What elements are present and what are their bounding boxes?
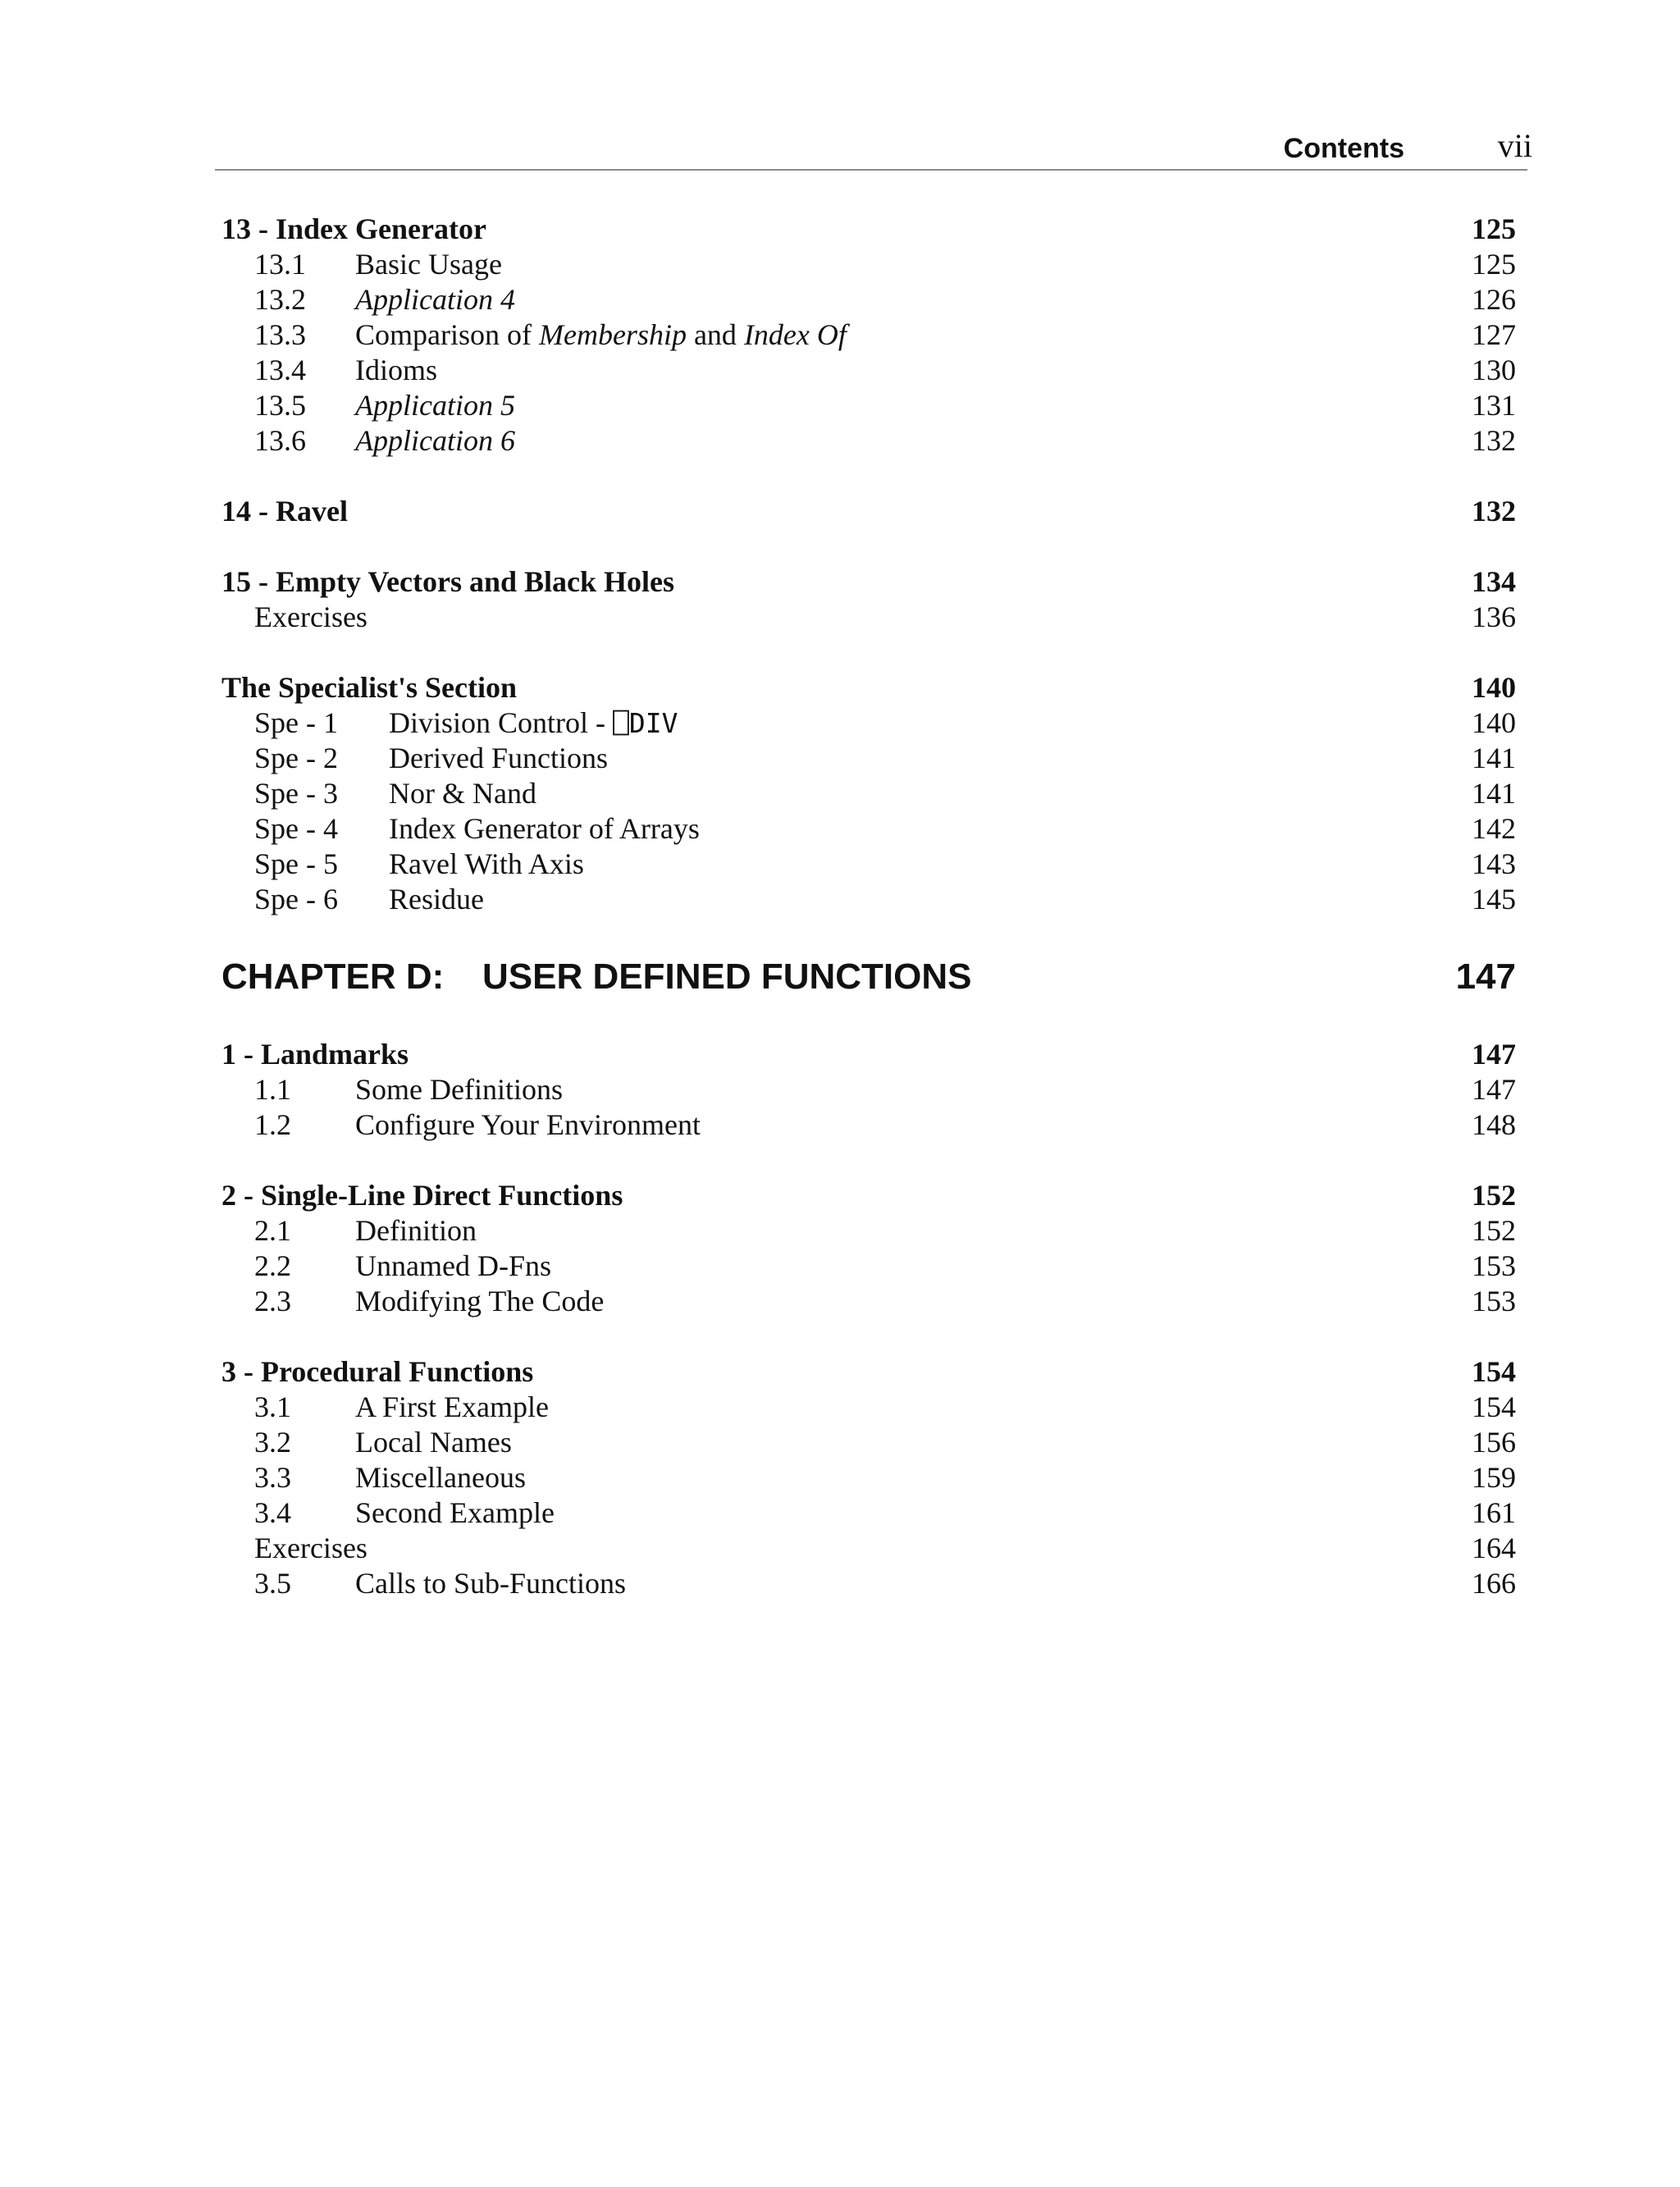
toc-entry-heading[interactable] — [221, 212, 1516, 247]
toc-entry-title: Second Example — [355, 1496, 555, 1529]
toc-entry[interactable] — [221, 1390, 1516, 1425]
toc-entry-page: 152 — [1472, 1214, 1516, 1247]
toc-entry[interactable] — [221, 388, 1516, 423]
toc-entry[interactable] — [221, 247, 1516, 282]
toc-entry-title: Nor & Nand — [389, 777, 536, 810]
toc-entry-page: 166 — [1472, 1567, 1516, 1600]
toc-entry-heading[interactable] — [221, 494, 1516, 529]
toc-entry-number: 13.2 — [254, 283, 306, 316]
toc-section-15 — [221, 564, 1516, 635]
toc-entry[interactable] — [221, 1284, 1516, 1319]
toc-entry[interactable] — [221, 423, 1516, 459]
toc-entry-number: 3.1 — [254, 1390, 291, 1423]
title-part-italic: Membership — [538, 318, 687, 351]
toc-entry-number: Spe - 5 — [254, 847, 338, 880]
toc-entry[interactable] — [221, 353, 1516, 388]
toc-entry-title: Application 6 — [355, 424, 515, 457]
toc-entry-title: A First Example — [355, 1390, 549, 1423]
toc-entry-page: 140 — [1472, 706, 1516, 739]
toc-entry-exercises[interactable] — [221, 600, 1516, 635]
chapter-label: CHAPTER D: — [221, 957, 445, 997]
toc-entry-page: 154 — [1472, 1390, 1516, 1423]
toc-entry-number: 13.3 — [254, 318, 306, 351]
toc-entry-title: Unnamed D-Fns — [355, 1249, 551, 1282]
toc-entry-number: 13.1 — [254, 248, 306, 281]
toc-entry-heading[interactable] — [221, 670, 1516, 705]
toc-entry-title: Modifying The Code — [355, 1285, 605, 1317]
toc-section-d1 — [221, 1037, 1516, 1143]
toc-entry[interactable] — [221, 1566, 1516, 1601]
toc-entry-heading[interactable] — [221, 1178, 1516, 1213]
toc-entry-page: 136 — [1472, 600, 1516, 633]
toc-entry[interactable] — [221, 1460, 1516, 1495]
toc-entry-page: 132 — [1472, 424, 1516, 457]
toc-entry-page: 152 — [1472, 1179, 1516, 1212]
toc-entry-title: 15 - Empty Vectors and Black Holes — [221, 565, 675, 598]
toc-entry[interactable] — [221, 741, 1516, 776]
toc-entry-number: 3.3 — [254, 1461, 291, 1494]
toc-entry-page: 126 — [1472, 283, 1516, 316]
toc-section-13 — [221, 212, 1516, 459]
toc-entry-title: Derived Functions — [389, 742, 608, 774]
toc-entry-title: Some Definitions — [355, 1073, 563, 1106]
title-part: Division Control - — [389, 706, 614, 739]
toc-entry-title: Local Names — [355, 1426, 512, 1459]
toc-chapter-d — [221, 952, 1516, 1002]
toc-entry-page: 164 — [1472, 1532, 1516, 1564]
toc-section-d2 — [221, 1178, 1516, 1319]
toc-entry-title — [389, 705, 678, 741]
toc-entry-page: 154 — [1472, 1355, 1516, 1388]
toc-entry[interactable] — [221, 1213, 1516, 1249]
page-number: vii — [1497, 127, 1532, 164]
toc-entry-title: Configure Your Environment — [355, 1108, 701, 1141]
toc-entry-number: Spe - 2 — [254, 742, 338, 774]
toc-entry-title: 14 - Ravel — [221, 495, 348, 527]
toc-entry-page: 159 — [1472, 1461, 1516, 1494]
toc-entry[interactable] — [221, 1495, 1516, 1531]
toc-entry-heading[interactable] — [221, 1354, 1516, 1390]
toc-entry-title: 3 - Procedural Functions — [221, 1355, 534, 1388]
toc-entry-title — [355, 317, 847, 353]
toc-entry-number: Spe - 6 — [254, 883, 338, 915]
toc-entry[interactable] — [221, 705, 1516, 741]
toc-entry-page: 148 — [1472, 1108, 1516, 1141]
toc-entry-page: 141 — [1472, 742, 1516, 774]
toc-entry[interactable] — [221, 776, 1516, 811]
toc-entry-page: 142 — [1472, 812, 1516, 845]
toc-entry-number: 13.4 — [254, 354, 306, 386]
chapter-page: 147 — [1455, 957, 1516, 997]
toc-entry-title: Index Generator of Arrays — [389, 812, 700, 845]
toc-entry-page: 141 — [1472, 777, 1516, 810]
toc-entry-page: 140 — [1472, 671, 1516, 704]
toc-entry-heading[interactable] — [221, 1037, 1516, 1072]
toc-entry[interactable] — [221, 811, 1516, 847]
toc-entry-number: Spe - 4 — [254, 812, 338, 845]
toc-entry[interactable] — [221, 282, 1516, 317]
toc-entry-number: Spe - 1 — [254, 706, 338, 739]
title-part: Comparison of — [355, 318, 539, 351]
toc-entry-page: 147 — [1472, 1038, 1516, 1071]
toc-entry-title: Application 5 — [355, 389, 515, 422]
toc-entry[interactable] — [221, 882, 1516, 917]
toc-entry-number: 2.1 — [254, 1214, 291, 1247]
toc-entry-title: Exercises — [254, 600, 368, 633]
toc-entry-page: 131 — [1472, 389, 1516, 422]
toc-entry-page: 145 — [1472, 883, 1516, 915]
apl-code: ⎕DIV — [613, 707, 678, 739]
toc-entry-page: 147 — [1472, 1073, 1516, 1106]
toc-entry-page: 127 — [1472, 318, 1516, 351]
chapter-title: USER DEFINED FUNCTIONS — [482, 957, 972, 997]
toc-entry-page: 134 — [1472, 565, 1516, 598]
toc-entry-page: 161 — [1472, 1496, 1516, 1529]
toc-entry-title: Definition — [355, 1214, 477, 1247]
chapter-heading[interactable] — [221, 952, 1516, 1002]
toc-entry-number: 1.2 — [254, 1108, 291, 1141]
toc-entry-number: 3.2 — [254, 1426, 291, 1459]
toc-entry-page: 153 — [1472, 1285, 1516, 1317]
toc-entry-number: 13.5 — [254, 389, 306, 422]
title-part: and — [686, 318, 744, 351]
toc-entry-title: Ravel With Axis — [389, 847, 584, 880]
toc-entry-page: 156 — [1472, 1426, 1516, 1459]
toc-entry-number: Spe - 3 — [254, 777, 338, 810]
toc-entry[interactable] — [221, 1072, 1516, 1107]
toc-entry-title: 1 - Landmarks — [221, 1038, 409, 1071]
page-header — [215, 123, 1532, 171]
table-of-contents — [221, 212, 1516, 1637]
toc-entry-title: Basic Usage — [355, 248, 502, 281]
toc-entry[interactable] — [221, 1425, 1516, 1460]
toc-entry[interactable] — [221, 847, 1516, 882]
toc-entry-title: The Specialist's Section — [221, 671, 518, 704]
toc-entry-number: 2.3 — [254, 1285, 291, 1317]
toc-entry[interactable] — [221, 317, 1516, 353]
toc-section-d3 — [221, 1354, 1516, 1601]
running-header-title: Contents — [1283, 133, 1404, 164]
toc-entry-page: 132 — [1472, 495, 1516, 527]
toc-entry-number: 3.4 — [254, 1496, 291, 1529]
toc-entry-exercises[interactable] — [221, 1531, 1516, 1566]
toc-entry-number: 13.6 — [254, 424, 306, 457]
toc-entry-number: 1.1 — [254, 1073, 291, 1106]
toc-entry-title: Miscellaneous — [355, 1461, 526, 1494]
title-part-italic: Index Of — [743, 318, 847, 351]
toc-entry-page: 143 — [1472, 847, 1516, 880]
toc-entry-number: 2.2 — [254, 1249, 291, 1282]
toc-entry-page: 130 — [1472, 354, 1516, 386]
toc-section-14 — [221, 494, 1516, 529]
toc-entry-title: Exercises — [254, 1532, 368, 1564]
toc-section-specialist — [221, 670, 1516, 917]
toc-entry-number: 3.5 — [254, 1567, 291, 1600]
toc-entry-page: 125 — [1472, 248, 1516, 281]
toc-entry[interactable] — [221, 1249, 1516, 1284]
toc-entry-heading[interactable] — [221, 564, 1516, 600]
toc-entry-page: 153 — [1472, 1249, 1516, 1282]
toc-entry-title: 2 - Single-Line Direct Functions — [221, 1179, 623, 1212]
toc-entry-title: Idioms — [355, 354, 438, 386]
toc-entry-title: Application 4 — [355, 283, 515, 316]
toc-entry-title: Calls to Sub-Functions — [355, 1567, 627, 1600]
toc-entry-title: 13 - Index Generator — [221, 212, 486, 245]
toc-entry-title: Residue — [389, 883, 484, 915]
toc-entry-page: 125 — [1472, 212, 1516, 245]
toc-entry[interactable] — [221, 1107, 1516, 1143]
